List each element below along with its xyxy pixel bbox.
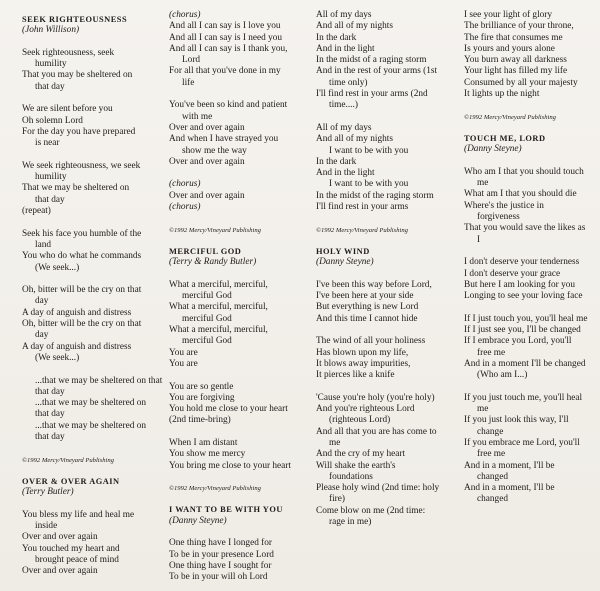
- lyric-line: A day of anguish and distress: [22, 341, 132, 352]
- lyric-line-indented: (righteous Lord): [329, 415, 391, 426]
- lyric-line: And in the light: [316, 168, 375, 179]
- lyric-line: And all of my nights: [316, 21, 393, 32]
- stanza-gap: [169, 370, 306, 381]
- stanza-gap: [169, 89, 306, 100]
- lyric-line: You are: [169, 358, 198, 369]
- song-title: TOUCH ME, LORD: [464, 133, 546, 143]
- lyric-line: And when I have strayed you: [169, 134, 279, 145]
- lyric-line-indented: day: [35, 296, 49, 307]
- song-author: (John Willison): [22, 25, 80, 36]
- lyric-line-indented: that day: [35, 194, 65, 205]
- stanza-gap: [464, 246, 596, 257]
- lyric-line: And in a moment I'll be changed: [464, 358, 586, 369]
- lyric-line-indented: is near: [35, 138, 60, 149]
- lyric-line: You bring me close to your heart: [169, 460, 291, 471]
- lyric-line-indented: changed: [477, 471, 508, 482]
- lyric-line: I don't deserve your grace: [464, 268, 561, 279]
- song-gap: [22, 466, 152, 472]
- lyric-line: In the dark: [316, 156, 357, 167]
- lyric-line: I'll find rest in your arms: [316, 202, 409, 213]
- lyric-line: To be in your will oh Lord: [169, 572, 268, 583]
- stanza-gap: [169, 213, 306, 224]
- lyric-line: In the midst of a raging storm: [316, 55, 427, 66]
- lyric-line-indented: free me: [477, 449, 506, 460]
- lyric-line: Oh solemn Lord: [22, 115, 83, 126]
- lyric-line: Over and over again: [169, 156, 245, 167]
- lyric-line: All of my days: [316, 122, 372, 133]
- stanza-gap: [316, 382, 453, 393]
- stanza-gap: [316, 269, 453, 280]
- song-title: MERCIFUL GOD: [169, 246, 242, 256]
- lyric-line: If you just look this way, I'll: [464, 415, 569, 426]
- lyric-line: And this time I cannot hide: [316, 313, 418, 324]
- lyric-line-indented: life: [182, 77, 195, 88]
- lyric-line-indented: me: [477, 404, 489, 415]
- lyric-line: That we may be sheltered on: [22, 183, 130, 194]
- stanza-gap: [22, 37, 152, 48]
- lyric-line-indented: brought peace of mind: [35, 554, 119, 565]
- lyric-line: You are forgiving: [169, 392, 235, 403]
- lyric-line-indented: rage in me): [329, 517, 372, 528]
- stanza-gap: [316, 325, 453, 336]
- stanza-gap: [464, 382, 596, 393]
- lyric-line: Oh, bitter will be the cry on that: [22, 285, 142, 296]
- stanza-gap: [22, 274, 152, 285]
- lyric-line-indented: I: [477, 234, 481, 245]
- lyric-line-indented: change: [477, 426, 504, 437]
- lyric-line: For the day you have prepared: [22, 126, 136, 137]
- lyric-line-indented: ...that we may be sheltered on: [35, 420, 147, 431]
- song-author: (Terry Butler): [22, 487, 74, 498]
- lyric-line: And the cry of my heart: [316, 449, 406, 460]
- stanza-gap: [22, 150, 152, 161]
- song-author: (Terry & Randy Butler): [169, 257, 257, 268]
- lyric-line-indented: show me the way: [182, 145, 247, 156]
- lyric-line-indented: inside: [35, 521, 58, 532]
- lyric-line: It blows away impurities,: [316, 358, 411, 369]
- lyric-line-indented: merciful God: [182, 291, 232, 302]
- lyric-line: I see your light of glory: [464, 10, 553, 20]
- lyric-line: Will shake the earth's: [316, 460, 396, 471]
- lyric-line: You bless my life and heal me: [22, 509, 135, 520]
- lyric-line: You are: [169, 347, 198, 358]
- lyric-line-indented: changed: [477, 494, 508, 505]
- lyric-line: Over and over again: [169, 122, 245, 133]
- lyric-line: Is yours and yours alone: [464, 43, 555, 54]
- lyric-line: But here I am looking for you: [464, 279, 576, 290]
- stanza-gap: [316, 112, 453, 123]
- lyric-line: Seek his face you humble of the: [22, 228, 142, 239]
- lyric-line: (2nd time-bring): [169, 415, 231, 426]
- lyric-line-indented: Lord: [182, 55, 201, 66]
- lyric-line: One thing have I longed for: [169, 538, 273, 549]
- lyric-line: In the dark: [316, 32, 357, 43]
- stanza-gap: [22, 443, 152, 454]
- lyric-line: Your light has filled my life: [464, 66, 568, 77]
- lyric-line: And in a moment, I'll be: [464, 483, 555, 494]
- lyric-line: What a merciful, merciful,: [169, 325, 268, 336]
- copyright-notice: ©1992 Mercy/Vineyard Publishing: [169, 485, 261, 493]
- lyric-line-indented: that day: [35, 431, 65, 442]
- lyric-line: And all I can say is I love you: [169, 21, 281, 32]
- lyric-line: Please holy wind (2nd time: holy: [316, 483, 440, 494]
- lyric-line: And you're righteous Lord: [316, 404, 415, 415]
- lyric-line: And all I can say is I need you: [169, 32, 283, 43]
- lyric-line: We are silent before you: [22, 104, 113, 115]
- lyric-line: Over and over again: [22, 532, 98, 543]
- lyric-line-indented: (We seek...): [35, 262, 80, 273]
- stanza-gap: [22, 93, 152, 104]
- lyric-line-indented: time....): [329, 100, 358, 111]
- lyric-line: What am I that you should die: [464, 189, 577, 200]
- lyric-line: You touched my heart and: [22, 543, 120, 554]
- lyric-line: Come blow on me (2nd time:: [316, 505, 426, 516]
- stanza-gap: [464, 100, 596, 111]
- lyric-line-indented: merciful God: [182, 336, 232, 347]
- lyric-line: What a merciful, merciful,: [169, 302, 268, 313]
- lyrics-column-4: [464, 10, 596, 506]
- lyric-line: The brilliance of your throne,: [464, 21, 574, 32]
- lyric-line-indented: free me: [477, 347, 506, 358]
- song-author: (Danny Steyne): [464, 144, 522, 155]
- copyright-notice: ©1992 Mercy/Vineyard Publishing: [169, 226, 261, 234]
- lyric-cue: (chorus): [169, 10, 201, 20]
- lyric-line: I've been here at your side: [316, 291, 414, 302]
- lyric-line-indented: forgiveness: [477, 212, 520, 223]
- lyric-line: You hold me close to your heart: [169, 404, 288, 415]
- lyric-line: 'Cause you're holy (you're holy): [316, 392, 435, 403]
- song-author: (Danny Steyne): [316, 257, 374, 268]
- stanza-gap: [22, 498, 152, 509]
- stanza-gap: [22, 217, 152, 228]
- lyric-line-indented: humility: [35, 59, 67, 70]
- lyric-line: But everything is new Lord: [316, 302, 419, 313]
- lyric-line-indented: ...that we may be sheltered on that: [35, 375, 163, 386]
- lyric-line: (repeat): [22, 206, 51, 217]
- copyright-notice: ©1992 Mercy/Vineyard Publishing: [316, 226, 408, 234]
- lyric-line: If you just touch me, you'll heal: [464, 392, 583, 403]
- lyric-line-indented: time only): [329, 77, 368, 88]
- lyric-line: And in a moment, I'll be: [464, 460, 555, 471]
- stanza-gap: [316, 213, 453, 224]
- lyric-line-indented: me: [329, 437, 341, 448]
- lyric-line-indented: I want to be with you: [329, 179, 409, 190]
- lyric-line: I've been this way before Lord,: [316, 279, 432, 290]
- lyric-line: The fire that consumes me: [464, 32, 563, 43]
- lyric-line: It lights up the night: [464, 89, 540, 100]
- lyric-line: You are so gentle: [169, 381, 234, 392]
- lyric-cue: (chorus): [169, 202, 201, 213]
- lyric-line: And in the light: [316, 43, 375, 54]
- lyric-line: Who am I that you should touch: [464, 166, 584, 177]
- lyric-line: If I just touch you, you'll heal me: [464, 313, 588, 324]
- lyric-line-indented: that day: [35, 81, 65, 92]
- lyric-line: For all that you've done in my: [169, 66, 281, 77]
- stanza-gap: [169, 472, 306, 483]
- copyright-notice: ©1992 Mercy/Vineyard Publishing: [22, 456, 114, 464]
- lyric-line: You show me mercy: [169, 449, 246, 460]
- lyric-line: Over and over again: [22, 566, 98, 577]
- lyric-line: What a merciful, merciful,: [169, 279, 268, 290]
- lyric-line: That you would save the likes as: [464, 223, 586, 234]
- lyric-line-indented: foundations: [329, 471, 373, 482]
- lyric-line-indented: merciful God: [182, 313, 232, 324]
- song-title: HOLY WIND: [316, 246, 370, 256]
- lyric-line-indented: that day: [35, 386, 65, 397]
- lyrics-column-1: [22, 10, 163, 578]
- lyric-line-indented: day: [35, 330, 49, 341]
- stanza-gap: [169, 527, 306, 538]
- stanza-gap: [22, 364, 152, 375]
- song-author: (Danny Steyne): [169, 515, 227, 526]
- lyric-line: Where's the justice in: [464, 200, 544, 211]
- lyric-line-indented: humility: [35, 172, 67, 183]
- lyric-line-indented: fire): [329, 494, 345, 505]
- song-gap: [316, 236, 453, 242]
- lyric-line-indented: I want to be with you: [329, 145, 409, 156]
- lyrics-column-3: [316, 10, 453, 528]
- lyric-line-indented: with me: [182, 111, 213, 122]
- lyric-line: One thing have I sought for: [169, 560, 272, 571]
- stanza-gap: [169, 168, 306, 179]
- lyric-line-indented: that day: [35, 409, 65, 420]
- lyric-line: The wind of all your holiness: [316, 336, 426, 347]
- lyric-line: When I am distant: [169, 437, 238, 448]
- lyric-line: If I just see you, I'll be changed: [464, 325, 581, 336]
- lyric-line: And all of my nights: [316, 134, 393, 145]
- stanza-gap: [464, 156, 596, 167]
- lyric-line: Seek righteousness, seek: [22, 47, 115, 58]
- lyric-line: And in the rest of your arms (1st: [316, 66, 438, 77]
- lyric-line: Oh, bitter will be the cry on that: [22, 319, 142, 330]
- lyric-line: Longing to see your loving face: [464, 291, 583, 302]
- lyrics-column-2: [169, 10, 306, 584]
- lyric-line: A day of anguish and distress: [22, 307, 132, 318]
- lyric-line: We seek righteousness, we seek: [22, 160, 141, 171]
- lyric-line: You who do what he commands: [22, 251, 142, 262]
- lyric-line-indented: land: [35, 239, 52, 250]
- song-title: OVER & OVER AGAIN: [22, 476, 120, 486]
- lyric-line: Over and over again: [169, 190, 245, 201]
- lyric-line: Consumed by all your majesty: [464, 77, 578, 88]
- song-title: SEEK RIGHTEOUSNESS: [22, 15, 128, 24]
- lyric-line: To be in your presence Lord: [169, 549, 274, 560]
- lyric-line-indented: ...that we may be sheltered on: [35, 398, 147, 409]
- lyric-line: In the midst of the raging storm: [316, 190, 434, 201]
- lyric-line-indented: me: [477, 178, 489, 189]
- lyric-line: That you may be sheltered on: [22, 70, 133, 81]
- lyric-line: You burn away all darkness: [464, 55, 567, 66]
- stanza-gap: [464, 302, 596, 313]
- lyric-cue: (chorus): [169, 179, 201, 190]
- lyric-line: If you embrace me Lord, you'll: [464, 437, 580, 448]
- lyric-line: Has blown upon my life,: [316, 347, 409, 358]
- lyric-line: And all that you are has come to: [316, 426, 437, 437]
- song-title: I WANT TO BE WITH YOU: [169, 505, 283, 515]
- lyric-line: I don't deserve your tenderness: [464, 257, 580, 268]
- lyric-line: All of my days: [316, 10, 372, 20]
- stanza-gap: [169, 427, 306, 438]
- copyright-notice: ©1992 Mercy/Vineyard Publishing: [464, 113, 556, 121]
- lyric-line: And all I can say is I thank you,: [169, 43, 288, 54]
- lyric-line-indented: (Who am I...): [477, 370, 528, 381]
- lyric-line: You've been so kind and patient: [169, 100, 288, 111]
- lyric-line: It pierces like a knife: [316, 370, 395, 381]
- stanza-gap: [169, 269, 306, 280]
- song-gap: [169, 494, 306, 500]
- lyric-line: I'll find rest in your arms (2nd: [316, 89, 428, 100]
- lyric-line-indented: (We seek...): [35, 352, 80, 363]
- song-gap: [464, 123, 596, 129]
- song-gap: [169, 236, 306, 242]
- lyric-line: If I embrace you Lord, you'll: [464, 336, 572, 347]
